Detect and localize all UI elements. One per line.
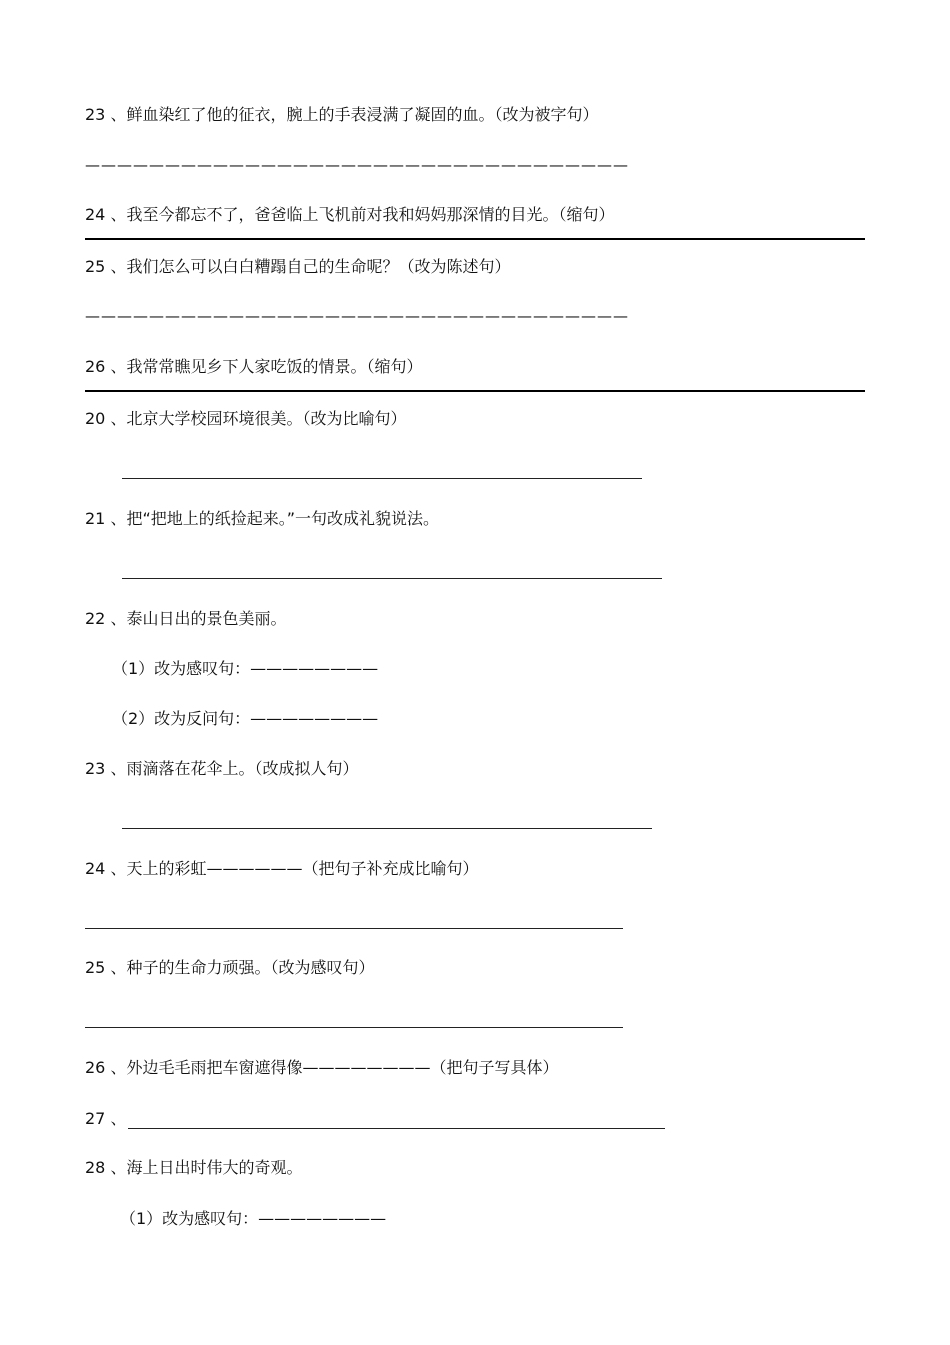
- question-23-personification: 23 、雨滴落在花伞上。（改成拟人句）: [85, 759, 359, 778]
- answer-line-25-declarative[interactable]: ——————————————————————————————————: [85, 307, 629, 325]
- question-23-passive: 23 、鲜血染红了他的征衣，腕上的手表浸满了凝固的血。（改为被字句）: [85, 105, 599, 124]
- question-26-descriptive: 26 、外边毛毛雨把车窗遮得像————————（把句子写具体）: [85, 1058, 559, 1077]
- question-22: 22 、泰山日出的景色美丽。: [85, 609, 287, 628]
- question-25-exclamation: 25 、种子的生命力顽强。（改为感叹句）: [85, 958, 375, 977]
- answer-line-25-exclamation[interactable]: [85, 1027, 623, 1028]
- question-24-shorten: 24 、我至今都忘不了，爸爸临上飞机前对我和妈妈那深情的目光。（缩句）: [85, 205, 615, 224]
- answer-line-23-personification[interactable]: [122, 828, 652, 829]
- question-22-part-1[interactable]: （1）改为感叹句：————————: [112, 659, 379, 678]
- answer-line-21[interactable]: [122, 578, 662, 579]
- answer-line-24-rainbow[interactable]: [85, 928, 623, 929]
- question-26-shorten: 26 、我常常瞧见乡下人家吃饭的情景。（缩句）: [85, 357, 423, 376]
- question-28-part-1[interactable]: （1）改为感叹句：————————: [120, 1209, 387, 1228]
- question-22-part-2[interactable]: （2）改为反问句：————————: [112, 709, 379, 728]
- question-20-metaphor: 20 、北京大学校园环境很美。（改为比喻句）: [85, 409, 407, 428]
- divider-rule: [85, 390, 865, 392]
- answer-line-27[interactable]: [128, 1128, 665, 1129]
- question-25-declarative: 25 、我们怎么可以白白糟蹋自己的生命呢？（改为陈述句）: [85, 257, 511, 276]
- question-28: 28 、海上日出时伟大的奇观。: [85, 1158, 303, 1177]
- question-27: 27 、: [85, 1109, 127, 1128]
- answer-line-20[interactable]: [122, 478, 642, 479]
- divider-rule: [85, 238, 865, 240]
- answer-line-23-passive[interactable]: ——————————————————————————————————: [85, 156, 629, 174]
- question-21-polite: 21 、把“把地上的纸捡起来。”一句改成礼貌说法。: [85, 509, 440, 528]
- question-24-rainbow: 24 、天上的彩虹——————（把句子补充成比喻句）: [85, 859, 479, 878]
